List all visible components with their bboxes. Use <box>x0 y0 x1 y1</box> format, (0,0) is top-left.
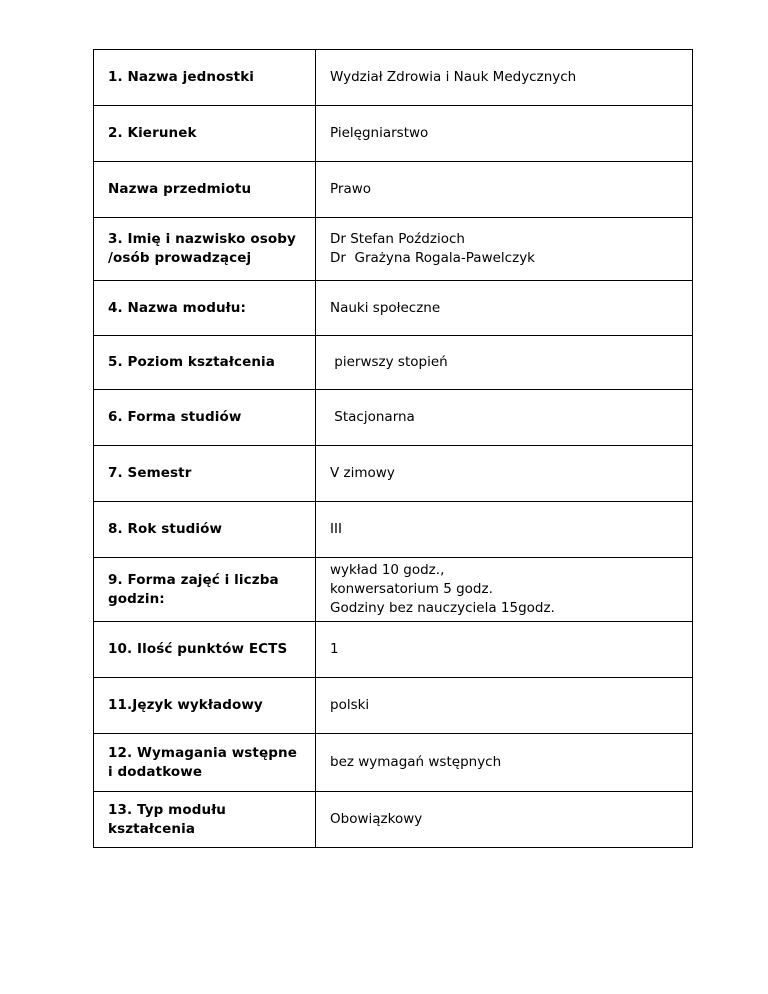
row-label: 8. Rok studiów <box>94 502 316 558</box>
row-label: 12. Wymagania wstępne i dodatkowe <box>94 734 316 792</box>
value-line: Stacjonarna <box>330 409 415 425</box>
table-row-language <box>94 678 693 734</box>
value-line: Dr Grażyna Rogala-Pawelczyk <box>330 250 535 266</box>
table-row-module-type <box>94 792 693 848</box>
value-line: V zimowy <box>330 465 395 481</box>
value-line: Nauki społeczne <box>330 299 441 316</box>
row-value <box>316 734 693 792</box>
row-label: 3. Imię i nazwisko osoby /osób prowadzącej <box>94 218 316 281</box>
value-line: Godziny bez nauczyciela 15godz. <box>330 600 555 616</box>
row-value <box>316 281 693 336</box>
row-label: 6. Forma studiów <box>94 390 316 446</box>
row-label: 9. Forma zajęć i liczba godzin: <box>94 558 316 622</box>
value-line: pierwszy stopień <box>330 354 448 370</box>
row-value <box>316 622 693 678</box>
row-label: 4. Nazwa modułu: <box>94 281 316 336</box>
row-value <box>316 50 693 106</box>
table-row-study-form <box>94 390 693 446</box>
table-row-unit-name <box>94 50 693 106</box>
table-row-ects <box>94 622 693 678</box>
table-row-instructors <box>94 218 693 281</box>
row-value <box>316 390 693 446</box>
table-row-field-of-study <box>94 106 693 162</box>
row-label: 5. Poziom kształcenia <box>94 336 316 390</box>
value-line: polski <box>330 697 370 713</box>
row-label: 13. Typ modułu kształcenia <box>94 792 316 848</box>
row-value <box>316 502 693 558</box>
value-line: Dr Stefan Poździoch <box>330 231 465 247</box>
table-row-subject-name <box>94 162 693 218</box>
table-row-semester <box>94 446 693 502</box>
table-row-requirements <box>94 734 693 792</box>
row-value <box>316 792 693 848</box>
value-line: bez wymagań wstępnych <box>330 754 502 770</box>
table-row-class-form-hours <box>94 558 693 622</box>
row-label: 2. Kierunek <box>94 106 316 162</box>
value-line: Obowiązkowy <box>330 811 423 827</box>
value-line: wykład 10 godz., <box>330 562 445 578</box>
value-line: 1 <box>330 641 339 657</box>
value-line: Wydział Zdrowia i Nauk Medycznych <box>330 69 577 85</box>
table-row-level <box>94 336 693 390</box>
row-label: 1. Nazwa jednostki <box>94 50 316 106</box>
value-line: Pielęgniarstwo <box>330 125 429 141</box>
row-value <box>316 336 693 390</box>
row-label: 11.Język wykładowy <box>94 678 316 734</box>
row-value <box>316 446 693 502</box>
row-label: Nazwa przedmiotu <box>94 162 316 218</box>
row-value <box>316 678 693 734</box>
value-line: konwersatorium 5 godz. <box>330 581 493 597</box>
row-value <box>316 218 693 281</box>
table-row-study-year <box>94 502 693 558</box>
row-label: 7. Semestr <box>94 446 316 502</box>
value-line: Prawo <box>330 181 372 197</box>
row-value <box>316 106 693 162</box>
table-row-module-name <box>94 281 693 336</box>
row-value <box>316 558 693 622</box>
value-line: III <box>330 521 342 537</box>
row-label: 10. Ilość punktów ECTS <box>94 622 316 678</box>
row-value <box>316 162 693 218</box>
course-info-table <box>93 49 693 848</box>
